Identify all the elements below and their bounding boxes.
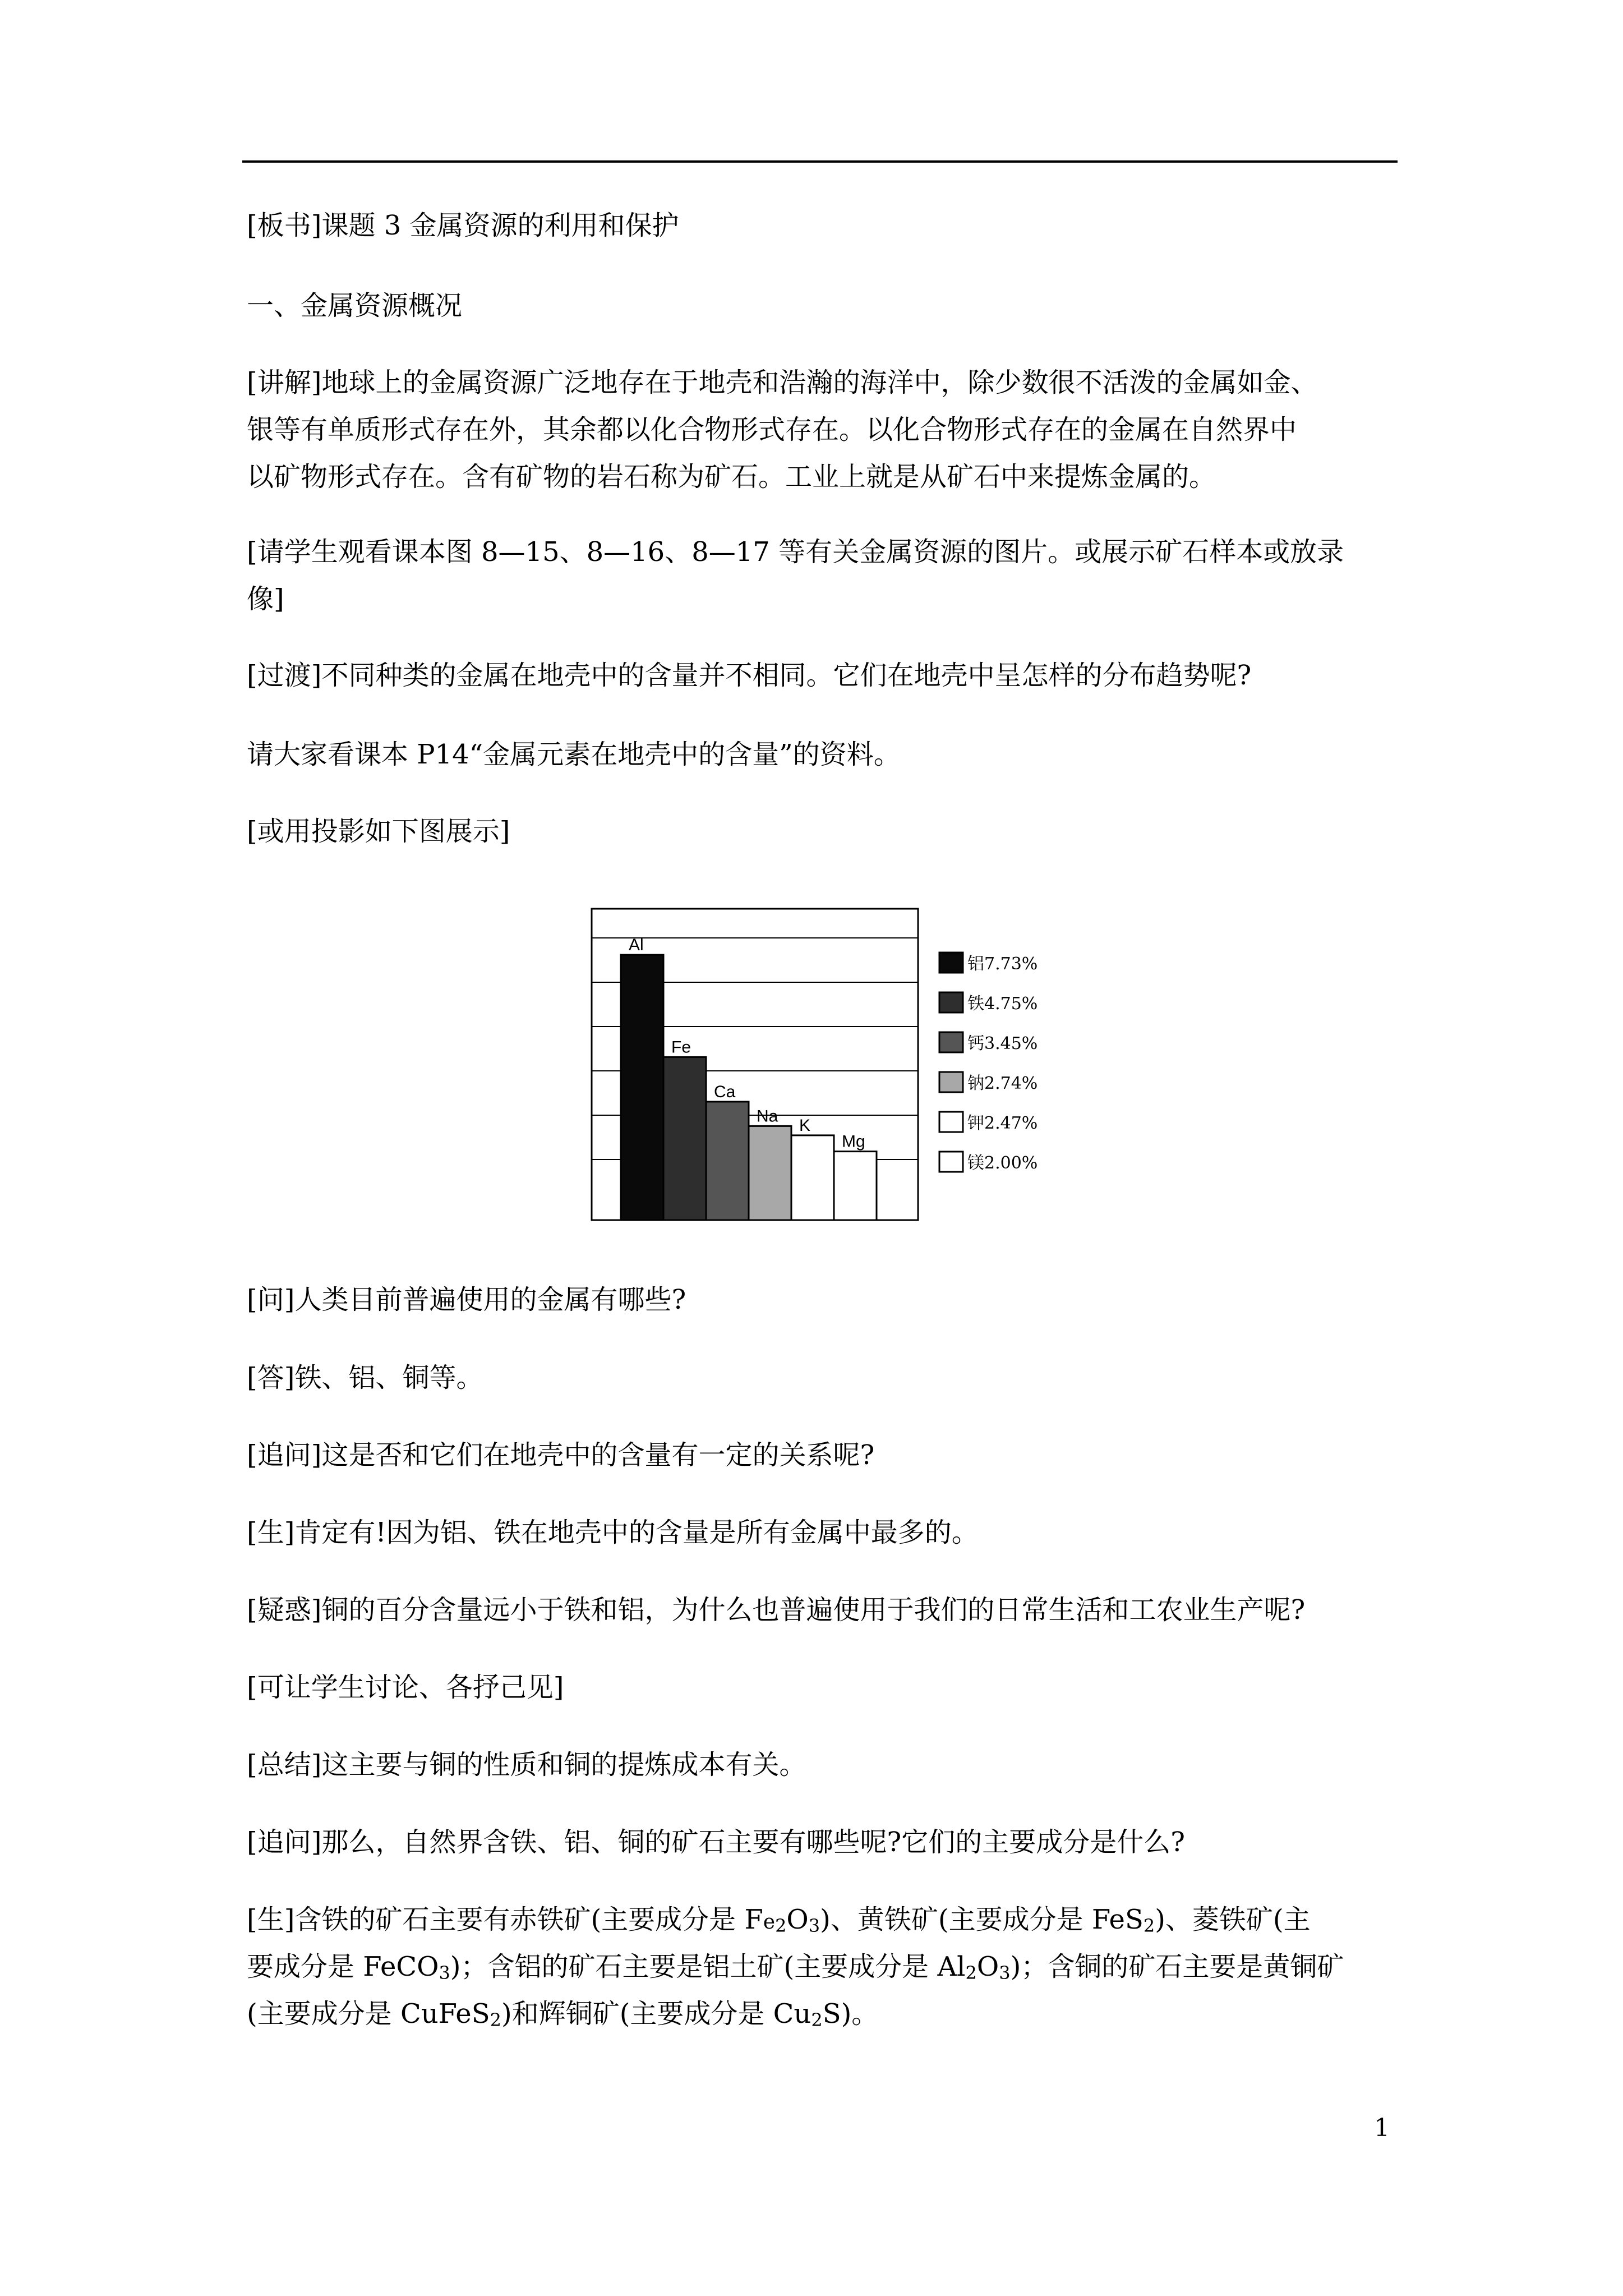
- legend-label-4: 钠2.74%: [967, 1074, 1038, 1093]
- legend-swatch-3: [939, 1032, 963, 1052]
- legend-label-3: 钙3.45%: [967, 1034, 1038, 1053]
- header-rule: [242, 160, 1398, 163]
- question-1: [问]人类目前普遍使用的金属有哪些?: [247, 1284, 686, 1315]
- legend-label-6: 镁2.00%: [967, 1153, 1038, 1173]
- bar-mg: [834, 1152, 877, 1220]
- bar-label-k: K: [799, 1116, 811, 1135]
- bar-k: [791, 1135, 834, 1220]
- bar-label-na: Na: [757, 1107, 778, 1126]
- question-2: [追问]这是否和它们在地壳中的含量有一定的关系呢?: [247, 1439, 875, 1471]
- crust-metal-content-chart: [586, 903, 1068, 1228]
- legend-swatch-4: [939, 1072, 963, 1092]
- chart-bars: [621, 955, 877, 1220]
- chart-legend: [939, 953, 1038, 1173]
- transition-text: [过渡]不同种类的金属在地壳中的含量并不相同。它们在地壳中呈怎样的分布趋势呢?: [247, 660, 1252, 691]
- discussion-note: [可让学生讨论、各抒己见]: [247, 1672, 564, 1703]
- legend-label-5: 钾2.47%: [967, 1114, 1038, 1133]
- lecture-line-1: [讲解]地球上的金属资源广泛地存在于地壳和浩瀚的海洋中，除少数很不活泼的金属如金、: [247, 367, 1318, 398]
- lecture-line-2: 银等有单质形式存在外，其余都以化合物形式存在。以化合物形式存在的金属在自然界中: [247, 414, 1297, 445]
- bar-label-ca: Ca: [714, 1082, 736, 1101]
- bar-na: [749, 1126, 791, 1220]
- textbook-reference: 请大家看课本 P14“金属元素在地壳中的含量”的资料。: [247, 739, 901, 770]
- legend-label-2: 铁4.75%: [967, 994, 1038, 1014]
- summary-text: [总结]这主要与铜的性质和铜的提炼成本有关。: [247, 1749, 806, 1780]
- student-answer-line-1: [生]含铁的矿石主要有赤铁矿(主要成分是 $Fe_2O_3$)、黄铁矿(主要成分是 FeS$_2$)、菱铁矿(主: [247, 1904, 1311, 1936]
- lecture-line-3: 以矿物形式存在。含有矿物的岩石称为矿石。工业上就是从矿石中来提炼金属的。: [247, 461, 1216, 493]
- view-line-1: [请学生观看课本图 8—15、8—16、8—17 等有关金属资源的图片。或展示矿石样本或放录: [247, 536, 1344, 568]
- bar-label-fe: Fe: [671, 1038, 691, 1057]
- answer-1: [答]铁、铝、铜等。: [247, 1362, 483, 1393]
- legend-swatch-2: [939, 992, 963, 1013]
- bar-al: [621, 955, 663, 1220]
- student-answer-line-2: 要成分是 FeCO$_3$)；含铝的矿石主要是铝土矿(主要成分是 $Al_2O_3$)；含铜的矿石主要是黄铜矿: [247, 1951, 1344, 1984]
- projection-note: [或用投影如下图展示]: [247, 816, 510, 847]
- student-answer-line-3: (主要成分是 CuFeS$_2$)和辉铜矿(主要成分是 $Cu_2S$)。: [247, 1998, 879, 2031]
- bar-label-al: Al: [629, 936, 644, 955]
- page-number: 1: [1374, 2114, 1390, 2142]
- legend-label-1: 铝7.73%: [967, 954, 1038, 974]
- bar-label-mg: Mg: [842, 1132, 865, 1151]
- doubt-text: [疑惑]铜的百分含量远小于铁和铝，为什么也普遍使用于我们的日常生活和工农业生产呢?: [247, 1594, 1306, 1626]
- legend-swatch-1: [939, 953, 963, 973]
- lesson-title: [板书]课题 3 金属资源的利用和保护: [247, 210, 679, 241]
- question-3: [追问]那么，自然界含铁、铝、铜的矿石主要有哪些呢?它们的主要成分是什么?: [247, 1826, 1185, 1858]
- legend-swatch-5: [939, 1112, 963, 1132]
- view-line-2: 像]: [247, 583, 284, 615]
- legend-swatch-6: [939, 1152, 963, 1172]
- student-1: [生]肯定有!因为铝、铁在地壳中的含量是所有金属中最多的。: [247, 1517, 979, 1548]
- bar-ca: [706, 1102, 749, 1220]
- section-heading: 一、金属资源概况: [247, 290, 463, 321]
- bar-fe: [663, 1057, 706, 1220]
